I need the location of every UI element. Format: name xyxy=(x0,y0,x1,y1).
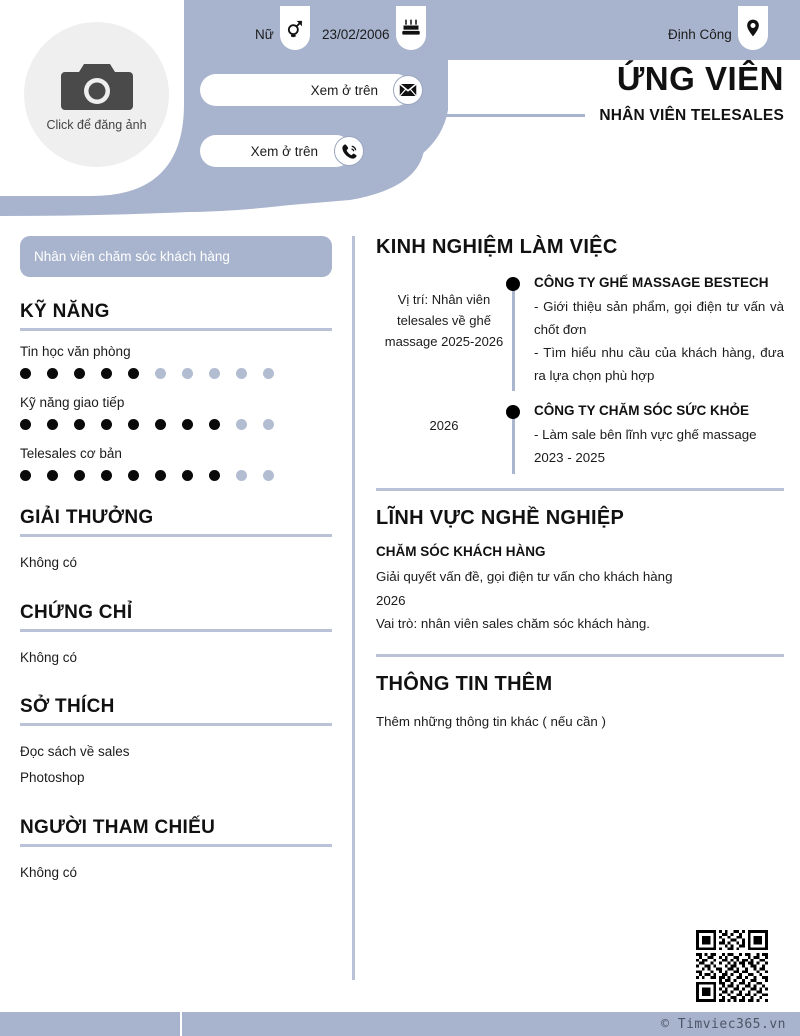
experience-bullet: - Tìm hiểu nhu cầu của khách hàng, đưa ra lựa chọn phù hợp xyxy=(534,344,784,383)
skill-item xyxy=(20,344,332,379)
experience-meta: 2026 xyxy=(429,418,459,434)
skill-rating xyxy=(20,368,332,379)
meta-gender xyxy=(255,21,310,47)
section-divider xyxy=(376,654,784,657)
gender-icon xyxy=(280,6,310,50)
cv-header xyxy=(0,0,800,220)
candidate-name: ỨNG VIÊN xyxy=(616,60,784,97)
column-divider xyxy=(352,236,355,980)
section-experience xyxy=(376,236,784,470)
footer-divider xyxy=(180,1012,182,1036)
meta-location-text: Định Công xyxy=(668,26,732,42)
section-certificates-title: CHỨNG CHỈ xyxy=(20,601,133,623)
contact-email-label: Xem ở trên xyxy=(310,82,378,98)
section-awards xyxy=(20,507,332,576)
candidate-role: NHÂN VIÊN TELESALES xyxy=(599,106,784,124)
certificate-item: Không có xyxy=(20,649,78,665)
section-references-title: NGƯỜI THAM CHIẾU xyxy=(20,816,216,838)
hobby-item: Đọc sách về sales xyxy=(20,744,130,760)
skill-name: Kỹ năng giao tiếp xyxy=(20,395,125,410)
experience-detail xyxy=(512,273,784,387)
career-field-name: CHĂM SÓC KHÁCH HÀNG xyxy=(376,544,546,560)
section-rule xyxy=(20,723,332,726)
section-rule xyxy=(20,629,332,632)
location-pin-icon xyxy=(738,6,768,50)
experience-item xyxy=(376,401,784,470)
timeline-dot xyxy=(506,277,520,291)
page-footer xyxy=(0,1012,800,1036)
contact-phone-button[interactable] xyxy=(200,135,352,167)
candidate-name-block xyxy=(425,62,784,125)
section-career-field xyxy=(376,507,784,636)
section-divider xyxy=(376,488,784,491)
cv-body xyxy=(0,236,800,996)
skill-rating xyxy=(20,419,332,430)
main-column xyxy=(376,236,784,734)
section-hobbies xyxy=(20,696,332,790)
experience-bullet: - Giới thiệu sản phẩm, gọi điện tư vấn và chốt đơn xyxy=(534,299,784,337)
section-skills-title: KỸ NĂNG xyxy=(20,301,110,322)
reference-item: Không có xyxy=(20,864,78,880)
birthday-cake-icon xyxy=(396,6,426,50)
meta-location xyxy=(668,21,768,47)
section-certificates xyxy=(20,602,332,671)
contact-email-button[interactable] xyxy=(200,74,412,106)
camera-icon xyxy=(61,58,133,114)
experience-company: CÔNG TY CHĂM SÓC SỨC KHỎE xyxy=(534,403,749,419)
candidate-role-row xyxy=(425,107,784,125)
skill-name: Telesales cơ bản xyxy=(20,446,122,461)
experience-company: CÔNG TY GHẾ MASSAGE BESTECH xyxy=(534,275,769,290)
section-experience-title: KINH NGHIỆM LÀM VIỆC xyxy=(376,236,618,258)
section-hobbies-title: SỞ THÍCH xyxy=(20,696,115,718)
section-additional-info-title: THÔNG TIN THÊM xyxy=(376,673,553,696)
section-rule xyxy=(20,328,332,331)
skill-rating xyxy=(20,470,332,481)
role-divider xyxy=(425,114,585,117)
timeline-line xyxy=(512,279,515,391)
skill-item xyxy=(20,395,332,430)
experience-detail xyxy=(512,401,784,470)
skill-name: Tin học văn phòng xyxy=(20,344,131,359)
section-career-field-title: LĨNH VỰC NGHỀ NGHIỆP xyxy=(376,507,625,530)
section-rule xyxy=(20,844,332,847)
awards-item: Không có xyxy=(20,555,78,570)
skill-item xyxy=(20,446,332,481)
phone-icon[interactable] xyxy=(334,136,364,166)
additional-info-line: Thêm những thông tin khác ( nếu cần ) xyxy=(376,714,606,730)
section-awards-title: GIẢI THƯỞNG xyxy=(20,507,154,528)
section-rule xyxy=(20,534,332,537)
meta-birthdate-text: 23/02/2006 xyxy=(322,26,390,42)
experience-item xyxy=(376,273,784,387)
header-meta-row xyxy=(0,14,800,44)
experience-date: 2023 - 2025 xyxy=(534,450,605,466)
section-skills xyxy=(20,301,332,481)
career-field-line: Vai trò: nhân viên sales chăm sóc khách hàng. xyxy=(376,616,650,632)
career-field-line: 2026 xyxy=(376,592,406,608)
sidebar-column xyxy=(20,236,332,911)
meta-gender-text: Nữ xyxy=(255,26,274,42)
hobby-item: Photoshop xyxy=(20,769,85,785)
section-references xyxy=(20,817,332,886)
email-icon[interactable] xyxy=(393,75,423,105)
experience-meta: Vị trí: Nhân viên telesales về ghế massage 2025-2026 xyxy=(384,292,504,350)
footer-copyright: © Timviec365.vn xyxy=(661,1016,786,1032)
job-title-chip: Nhân viên chăm sóc khách hàng xyxy=(20,236,332,277)
qr-code xyxy=(694,930,770,1002)
section-additional-info xyxy=(376,673,784,734)
contact-phone-label: Xem ở trên xyxy=(250,143,318,159)
experience-bullet: - Làm sale bên lĩnh vực ghế massage xyxy=(534,427,757,443)
career-field-line: Giải quyết vấn đề, gọi điện tư vấn cho khách hàng xyxy=(376,569,673,585)
meta-birthdate xyxy=(322,21,426,47)
photo-upload-label: Click để đăng ảnh xyxy=(46,117,147,132)
